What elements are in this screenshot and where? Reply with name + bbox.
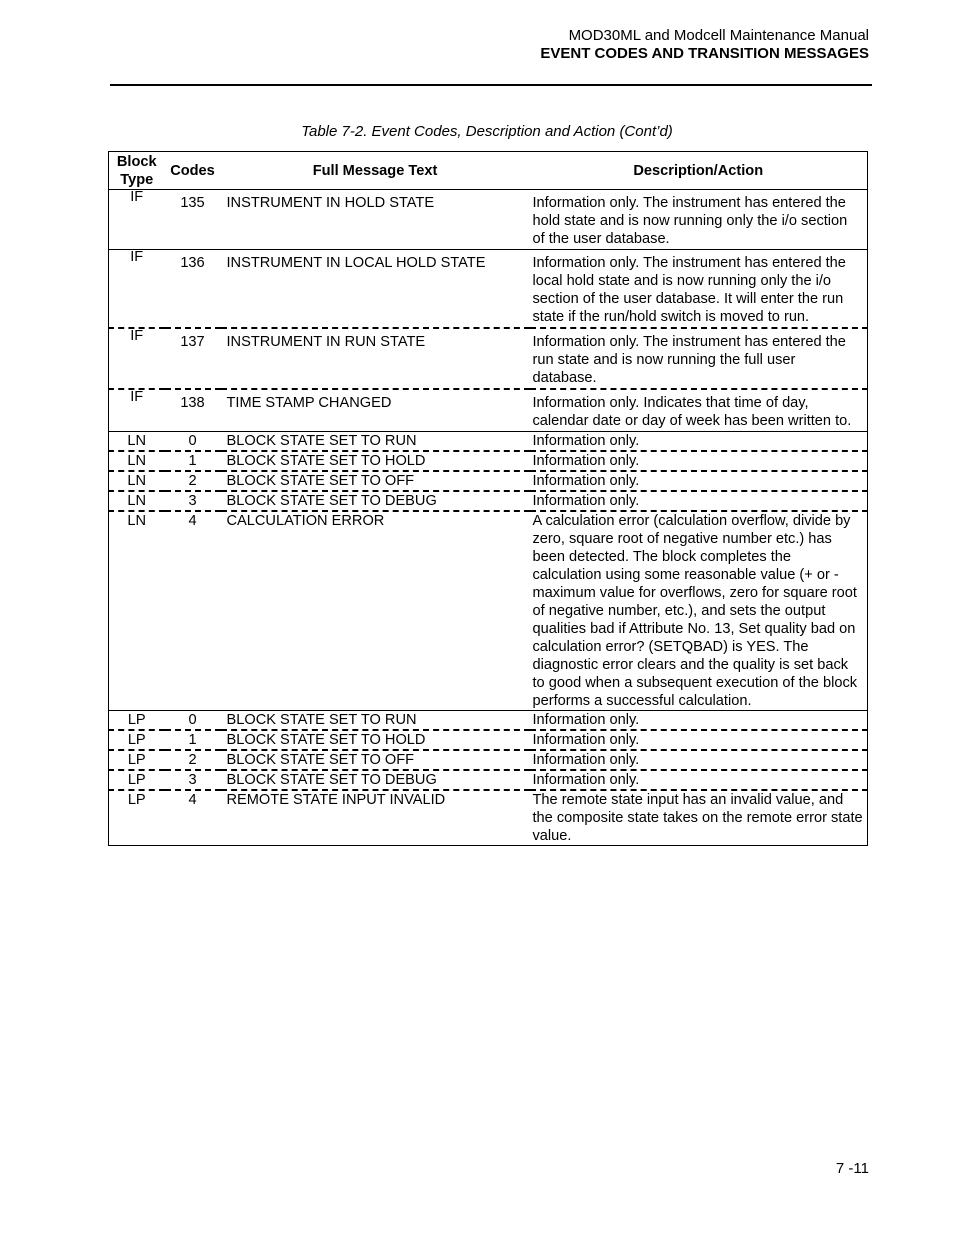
cell-block-type: LP: [109, 730, 165, 750]
cell-message: INSTRUMENT IN HOLD STATE: [221, 190, 530, 250]
cell-description: Information only. Indicates that time of day, calendar date or day of week has been written to.: [530, 389, 868, 432]
cell-block-type: LN: [109, 451, 165, 471]
cell-block-type: IF: [109, 250, 165, 329]
cell-message: BLOCK STATE SET TO DEBUG: [221, 770, 530, 790]
manual-title: MOD30ML and Modcell Maintenance Manual: [568, 27, 869, 44]
table-row: [109, 711, 868, 731]
cell-description: A calculation error (calculation overflow, divide by zero, square root of negative number etc.) has been detected. The block completes the calculation using some reasonable value (+ or - maximum value for overflows, zero for square root of negative number, etc.), and sets the output qualities bad if Attribute No. 13, Set quality bad on calculation error? (SETQBAD) is YES. The diagnostic error clears and the quality is set back to good when a subsequent execution of the block performs a successful calculation.: [530, 511, 868, 711]
cell-code: 0: [165, 711, 221, 731]
table-row: [109, 389, 868, 432]
cell-block-type: IF: [109, 328, 165, 389]
header-rule: [110, 84, 872, 86]
cell-code: 4: [165, 790, 221, 846]
cell-description: Information only.: [530, 471, 868, 491]
section-title: EVENT CODES AND TRANSITION MESSAGES: [540, 45, 869, 62]
table-row: [109, 432, 868, 452]
cell-code: 3: [165, 491, 221, 511]
table-row: [109, 328, 868, 389]
page-number: 7 -11: [835, 1160, 869, 1177]
cell-message: INSTRUMENT IN LOCAL HOLD STATE: [221, 250, 530, 329]
cell-message: BLOCK STATE SET TO RUN: [221, 711, 530, 731]
cell-description: Information only.: [530, 432, 868, 452]
cell-block-type: LN: [109, 491, 165, 511]
event-codes-table: [108, 151, 868, 846]
cell-description: Information only. The instrument has entered the hold state and is now running only the i/o section of the user database.: [530, 190, 868, 250]
cell-message: BLOCK STATE SET TO HOLD: [221, 730, 530, 750]
cell-code: 2: [165, 471, 221, 491]
table-row: [109, 250, 868, 329]
table-caption: Table 7-2. Event Codes, Description and Action (Cont’d): [301, 123, 673, 140]
table-header-row: [109, 152, 868, 190]
cell-code: 1: [165, 451, 221, 471]
table-row: [109, 790, 868, 846]
running-header: [540, 27, 869, 63]
cell-description: Information only. The instrument has entered the local hold state and is now running only the i/o section of the user database. It will enter the run state if the run/hold switch is moved to run.: [530, 250, 868, 329]
table-row: [109, 491, 868, 511]
table-row: [109, 770, 868, 790]
cell-code: 137: [165, 328, 221, 389]
cell-code: 136: [165, 250, 221, 329]
cell-block-type: IF: [109, 190, 165, 250]
table-row: [109, 511, 868, 711]
table-row: [109, 190, 868, 250]
cell-message: INSTRUMENT IN RUN STATE: [221, 328, 530, 389]
cell-code: 0: [165, 432, 221, 452]
cell-description: Information only. The instrument has entered the run state and is now running the full user database.: [530, 328, 868, 389]
cell-block-type: LN: [109, 511, 165, 711]
cell-code: 2: [165, 750, 221, 770]
cell-block-type: LP: [109, 711, 165, 731]
table-row: [109, 730, 868, 750]
cell-block-type: LN: [109, 432, 165, 452]
cell-code: 4: [165, 511, 221, 711]
cell-message: BLOCK STATE SET TO OFF: [221, 750, 530, 770]
cell-description: Information only.: [530, 770, 868, 790]
cell-description: Information only.: [530, 451, 868, 471]
cell-description: Information only.: [530, 730, 868, 750]
cell-block-type: LN: [109, 471, 165, 491]
cell-code: 135: [165, 190, 221, 250]
header-description: Description/Action: [530, 152, 868, 190]
header-message: Full Message Text: [221, 152, 530, 190]
table-row: [109, 471, 868, 491]
cell-block-type: LP: [109, 790, 165, 846]
cell-code: 1: [165, 730, 221, 750]
cell-message: BLOCK STATE SET TO OFF: [221, 471, 530, 491]
cell-description: Information only.: [530, 711, 868, 731]
cell-message: BLOCK STATE SET TO HOLD: [221, 451, 530, 471]
header-block-type: Block Type: [109, 152, 165, 190]
cell-description: Information only.: [530, 750, 868, 770]
cell-message: BLOCK STATE SET TO RUN: [221, 432, 530, 452]
cell-block-type: IF: [109, 389, 165, 432]
table-row: [109, 750, 868, 770]
table-row: [109, 451, 868, 471]
cell-message: BLOCK STATE SET TO DEBUG: [221, 491, 530, 511]
cell-message: REMOTE STATE INPUT INVALID: [221, 790, 530, 846]
cell-description: Information only.: [530, 491, 868, 511]
cell-message: TIME STAMP CHANGED: [221, 389, 530, 432]
cell-block-type: LP: [109, 750, 165, 770]
cell-message: CALCULATION ERROR: [221, 511, 530, 711]
cell-code: 138: [165, 389, 221, 432]
cell-code: 3: [165, 770, 221, 790]
cell-block-type: LP: [109, 770, 165, 790]
header-codes: Codes: [165, 152, 221, 190]
cell-description: The remote state input has an invalid value, and the composite state takes on the remote error state value.: [530, 790, 868, 846]
